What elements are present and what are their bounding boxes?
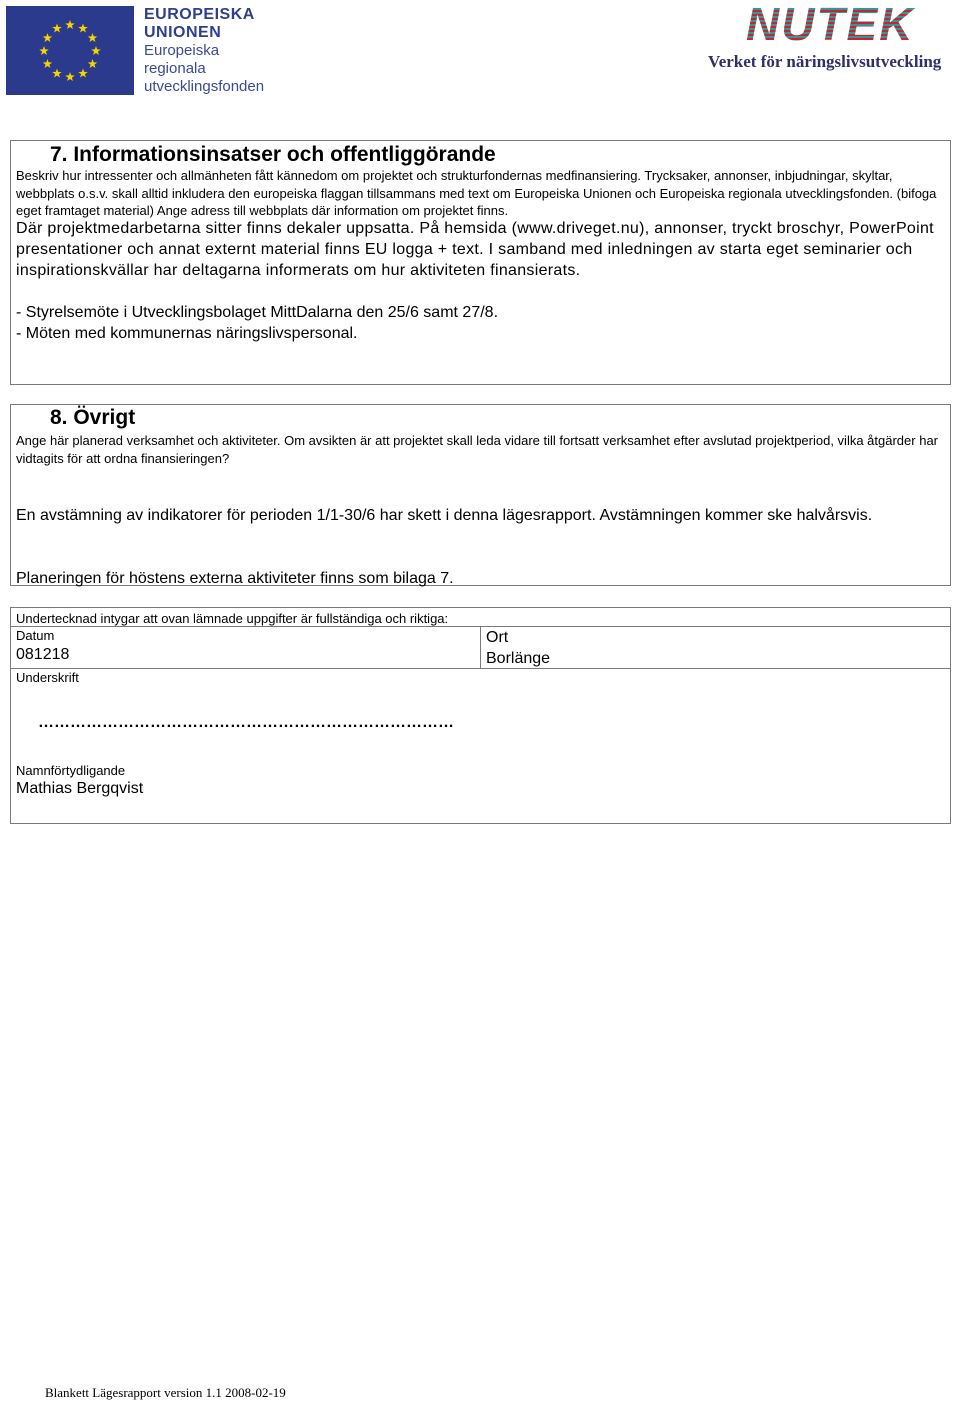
place-label: Ort bbox=[486, 629, 509, 646]
nutek-logo bbox=[708, 0, 960, 80]
name-label: Namnförtydligande bbox=[16, 763, 126, 778]
section-8-body-1: En avstämning av indikatorer för perioden 1/1-30/6 har skett i denna lägesrapport. Avstämningen kommer ske halvårsvis. bbox=[16, 507, 873, 524]
name-value: Mathias Bergqvist bbox=[16, 780, 144, 797]
eu-star-icon bbox=[78, 23, 88, 32]
place-value: Borlänge bbox=[486, 650, 551, 667]
eu-logo-line4: regionala bbox=[144, 60, 206, 77]
eu-star-icon bbox=[65, 72, 75, 81]
section-7-bullet-1: - Styrelsemöte i Utvecklingsbolaget MittDalarna den 25/6 samt 27/8. bbox=[16, 304, 499, 321]
section-8-body-2: Planeringen för höstens externa aktiviteter finns som bilaga 7. bbox=[16, 570, 454, 587]
section-7-bullet-2: - Möten med kommunernas näringslivspersonal. bbox=[16, 325, 358, 342]
date-label: Datum bbox=[16, 628, 55, 643]
eu-star-icon bbox=[52, 23, 62, 32]
signature-box bbox=[10, 607, 951, 824]
nutek-tagline: Verket för näringslivsutveckling bbox=[708, 52, 942, 71]
signature-intro: Undertecknad intygar att ovan lämnade uppgifter är fullständiga och riktiga: bbox=[16, 611, 449, 626]
signature-divider bbox=[11, 668, 950, 669]
signature-label: Underskrift bbox=[16, 670, 79, 685]
eu-star-icon bbox=[43, 33, 53, 42]
eu-star-icon bbox=[78, 69, 88, 78]
svg-text:NUTEK: NUTEK bbox=[746, 2, 915, 44]
section-7-instruction: Beskriv hur intressenter och allmänheten fått kännedom om projektet och strukturfondernas medfinansiering. Trycksaker, annonser, inbjudningar, skyltar, webbplats o.s.v. skall alltid inkludera den europeiska flaggan tillsammans med text om Europeiska Unionen och Europeiska regionala utvecklingsfonden. (bifoga eget framtaget material) Ange adress till webbplats där information om projektet finns. bbox=[16, 168, 937, 218]
signature-line: …………………………………………………………………… bbox=[38, 714, 454, 731]
section-8-instruction: Ange här planerad verksamhet och aktiviteter. Om avsikten är att projektet skall leda vidare till fortsatt verksamhet efter avslutad projektperiod, vilka åtgärder har vidtagits för att ordna finansieringen? bbox=[16, 433, 938, 466]
date-value: 081218 bbox=[16, 646, 70, 663]
eu-logo bbox=[6, 6, 276, 98]
eu-star-icon bbox=[88, 33, 98, 42]
eu-logo-line2: UNIONEN bbox=[144, 24, 222, 41]
eu-star-icon bbox=[91, 46, 101, 55]
eu-logo-text bbox=[144, 6, 284, 96]
eu-flag-icon bbox=[6, 6, 134, 95]
section-8-box bbox=[10, 404, 951, 586]
eu-star-icon bbox=[43, 59, 53, 68]
footer-version: Blankett Lägesrapport version 1.1 2008-02-19 bbox=[45, 1385, 286, 1400]
section-8-heading: 8. Övrigt bbox=[50, 406, 136, 429]
eu-logo-line5: utvecklingsfonden bbox=[144, 78, 265, 95]
eu-logo-line1: EUROPEISKA bbox=[144, 6, 255, 23]
nutek-wordmark-icon bbox=[746, 2, 956, 44]
section-7-heading: 7. Informationsinsatser och offentliggörande bbox=[50, 143, 496, 166]
section-7-body: Där projektmedarbetarna sitter finns dekaler uppsatta. På hemsida (www.driveget.nu), annonser, tryckt broschyr, PowerPoint presentationer och annat externt material finns EU logga + text. I samband med inledningen av starta eget seminarier och inspirationskvällar har deltagarna informerats om hur aktiviteten finansierats. bbox=[16, 220, 934, 279]
eu-logo-line3: Europeiska bbox=[144, 42, 220, 59]
eu-star-icon bbox=[88, 59, 98, 68]
eu-star-icon bbox=[52, 69, 62, 78]
eu-star-icon bbox=[39, 46, 49, 55]
eu-star-icon bbox=[65, 20, 75, 29]
signature-column-divider bbox=[480, 626, 481, 668]
section-7-box bbox=[10, 140, 951, 385]
